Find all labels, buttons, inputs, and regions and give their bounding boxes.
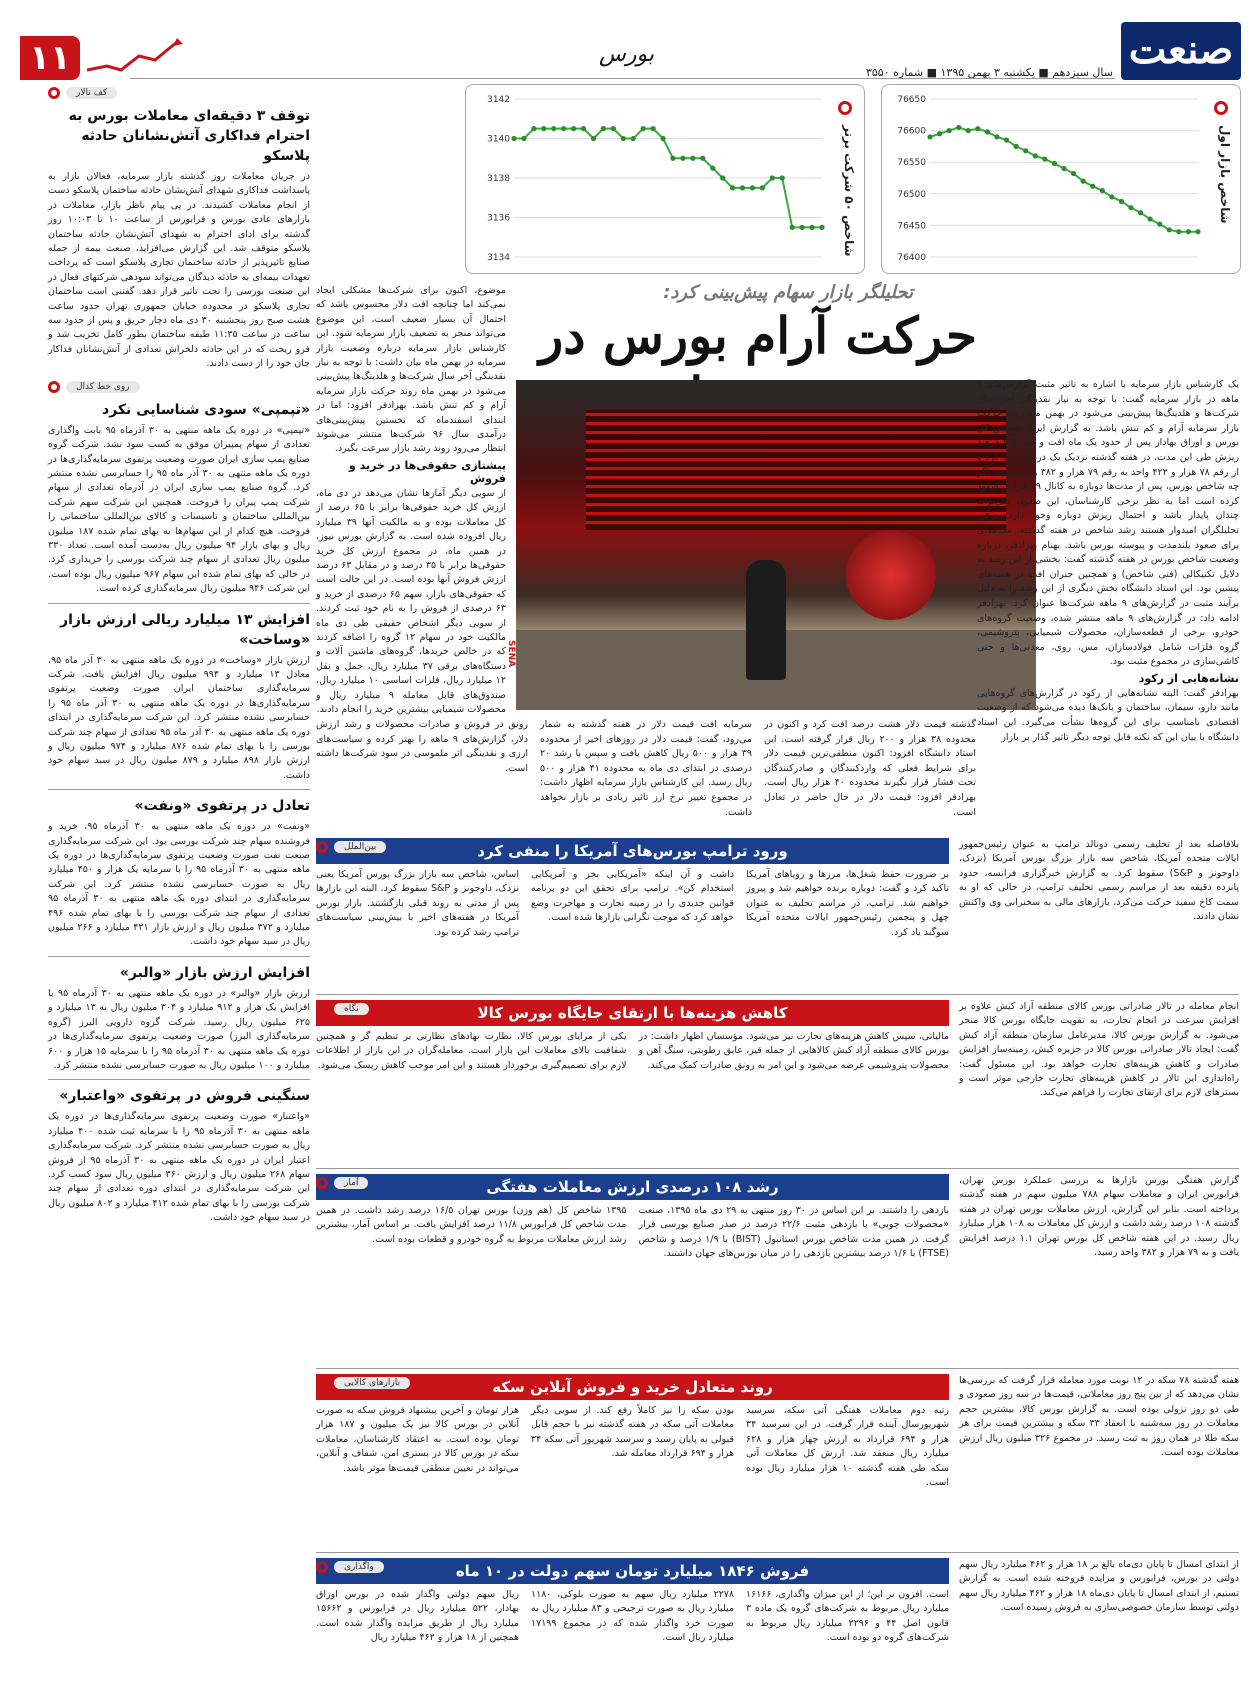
- bullet-icon: [48, 381, 60, 393]
- story-trump: [316, 838, 1239, 940]
- story-paragraph: ۲۲۷۸ میلیارد ریال سهم به صورت بلوکی، ۱۱۸۰ میلیارد ریال به صورت ترجیحی و ۸۳ میلیارد ریال به صورت خرد واگذار شده که در مجموع ۱۷۱۹۹ میلیارد ریال است.: [531, 1589, 734, 1644]
- story-paragraph: یکی از مزایای بورس کالا، نظارت نهادهای نظارتی بر تنظیم گر و همچنین شفافیت بالای معاملات این بازار است. معامله‌گران در این بازار از اطلاعات لازم برای تصمیم‌گیری برخوردار هستند و این امر موجب کاهش ریسک می‌شود.: [316, 1031, 627, 1071]
- data-point: [611, 126, 616, 131]
- article-body: گذشته قیمت دلار هشت درصد افت کرد و اکنون در محدوده ۳۸ هزار و ۲۰۰ ریال قرار گرفته است. این استاد دانشگاه افزود: اکنون منطقی‌ترین قیمت دلار برای شرایط فعلی که واردکنندگان و صادرکنندگان تحت فشار قرار نگیرند محدوده ۴۰ هزار ریال است. بهزادفر افزود: قیمت دلار در حال حاضر در تعادل است.: [764, 719, 976, 818]
- article-body: سرمایه افت قیمت دلار در هفته گذشته به شمار می‌رود، گفت: قیمت دلار در روزهای اخیر از محدوده ۳۹ هزار و ۵۰۰ ریال کاهش یافت و سپس با رشد ۲۰ درصدی در ابتدای دی ماه به محدوده ۴۱ هزار و ۵۰۰ ریال رسید. این کارشناس بازار سرمایه اظهار داشت: در مجموع تغییر نرخ ارز تاثیر زیادی بر بازار نخواهد داشت.: [540, 719, 752, 818]
- data-point: [1042, 156, 1047, 161]
- article-continuation: [316, 718, 976, 820]
- data-point: [760, 185, 765, 190]
- story-paragraph: هزار تومان و آخرین پیشنهاد فروش سکه به صورت آنلاین در بورس کالا نیز یک میلیون و ۱۸۷ هزار تومان بوده است. به اعتقاد کارشناسان، معاملات سکه در بورس کالا در بستری امن، شفاف و آنلاین، می‌تواند در تعیین منطقی قیمت‌ها موثر باشد.: [316, 1405, 519, 1474]
- story-paragraph: مالیاتی، سپس کاهش هزینه‌های تجارت نیز می‌شود. مؤسسان اظهار داشت: در بورس کالای منطقه آزاد کیش کالاهایی از جمله قیر، عایق رطوبتی، سنگ آهن و محصولات پتروشیمی عرضه می‌شود و این امر به رونق صادرات کمک می‌کند.: [638, 1031, 949, 1071]
- article-heading[interactable]: تعادل در پرتفوی «ونفت»: [134, 798, 310, 815]
- right-column: [977, 378, 1239, 745]
- data-point: [710, 166, 715, 171]
- data-point: [551, 126, 556, 131]
- story-paragraph: بودن سکه را نیز کاملاً رفع کند. از سویی دیگر معاملات آتی سکه در هفته گذشته نیز با حجم قابل قبولی به پایان رسید و سرسید شهریور آتی سکه ۳۴ هزار و ۶۹۴ قرارداد معامله شد.: [531, 1405, 734, 1460]
- story-paragraph: ریال سهم دولتی واگذار شده در بورس اوراق بهادار، ۵۲۲ میلیارد ریال در فرابورس و ۱۵۶۶۲ میلیارد ریال از طریق مزایده واگذار شده است. همچنین از ۱۸ هزار و ۴۶۲ میلیارد ریال: [316, 1589, 519, 1644]
- data-point: [561, 126, 566, 131]
- data-point: [780, 175, 785, 180]
- data-point: [531, 126, 536, 131]
- bullet-icon: [316, 1377, 328, 1389]
- subheading: نشانه‌هایی از رکود: [1138, 671, 1239, 685]
- story-body: [316, 868, 949, 940]
- data-point: [1167, 227, 1172, 232]
- data-point: [1081, 179, 1086, 184]
- story-paragraph: بازدهی را داشتند. بر این اساس در ۳۰ روز منتهی به ۲۹ دی ماه ۱۳۹۵، صنعت «محصولات چوبی» با بازدهی مثبت ۲۲/۶ درصد در صدر صنایع بورسی قرار گرفت. در همین مدت شاخص بورس استانبول (BIST) با ۱/۹ درصد و شاخص (FTSE) با ۱/۶ درصد بیشترین بازدهی را در میان بورس‌های جهان داشتند.: [638, 1205, 950, 1260]
- round-screen: [846, 530, 936, 620]
- person: [746, 560, 786, 680]
- chart-main-market: [881, 84, 1241, 274]
- data-point: [511, 136, 516, 141]
- bullet-icon: [1214, 101, 1228, 115]
- data-point: [581, 126, 586, 131]
- article-body: ارزش بازار «وساخت» در دوره یک ماهه منتهی به ۳۰ آذر ماه ۹۵، معادل ۱۳ میلیارد و ۹۹۴ میلیون ریال افزایش یافت. شرکت سرمایه‌گذاری ساختمان ایران صورت وضعیت پرتفوی سرمایه‌گذاری‌ها در دوره یک ماهه منتهی به ۳۰ آذر ماه ۹۵ را حسابرسی نشده منتشر کرد. این شرکت سرمایه‌گذاری در ابتدای دوره یک ماهه منتهی به ۳۰ آذر ماه ۹۵ تعدادی از سهام چند شرکت بورسی را با بهای تمام شده ۸۷۶ میلیارد و ۹۷۴ میلیون ریال و ارزش بازار ۸۹۸ میلیارد و ۸۷۹ میلیون ریال در سبد سهام خود داشت.: [48, 654, 311, 781]
- data-point: [730, 185, 735, 190]
- y-tick-label: 76550: [897, 158, 926, 169]
- story-lead: از ابتدای امسال تا پایان دی‌ماه بالغ بر ۱۸ هزار و ۴۶۲ میلیارد ریال سهم دولتی در بورس، فرابورس و مزایده فروخته شده است. به گزارش تسنیم، از ابتدای امسال تا پایان دی‌ماه ۱۸ هزار و ۴۶۲ میلیارد ریال سهم دولتی توسط سازمان خصوصی‌سازی به فروش رسیده است.: [959, 1559, 1239, 1614]
- story-paragraph: ۱۳۹۵ شاخص کل (هم وزن) بورس تهران ۱۶/۵ درصد رشد داشت. در همین مدت شاخص کل فرابورس ۱۱/۸ درصد افزایش یافت. بر اساس آمار، بیشترین رشد ارزش معاملات مربوط به گروه خودرو و قطعات بوده است.: [316, 1205, 627, 1245]
- story-paragraph: داشت و آن اینکه «آمریکایی بخر و آمریکایی استخدام کن». ترامپ برای تحقق این دو برنامه قوانین جدیدی را در زمینه تجارت و مهاجرت وضع خواهد کرد که موجب نگرانی بازارها شده است.: [531, 869, 734, 924]
- bullet-icon: [316, 1177, 328, 1189]
- y-tick-label: 76450: [897, 221, 926, 232]
- chart-title: شاخص بازار اول: [1218, 125, 1232, 224]
- data-point: [1090, 184, 1095, 189]
- data-point: [819, 225, 824, 230]
- story-privatization: [316, 1558, 1239, 1646]
- data-point: [700, 156, 705, 161]
- main-headline[interactable]: حرکت آرام بورس در: [539, 306, 977, 365]
- divider: [316, 1368, 1239, 1369]
- bullet-icon: [838, 101, 852, 115]
- chart-plot: [888, 91, 1206, 267]
- data-point: [690, 156, 695, 161]
- series-line: [930, 127, 1198, 231]
- story-body: [316, 1404, 949, 1490]
- y-tick-label: 76600: [897, 126, 926, 137]
- story-lead: انجام معامله در تالار صادراتی بورس کالای منطقه آزاد کیش علاوه بر افزایش سرعت در انجام تجارت، به تقویت جایگاه بورس کالا منجر می‌شود. به گزارش بورس کالا، مدیرعامل سازمان منطقه آزاد کیش گفت: ایجاد تالار صادراتی بورس کالا در جزیره کیش، زمینه‌ساز افزایش صادرات و کاهش هزینه‌های تجارت خواهد بود. این مسئول گفت: راه‌اندازی این تالار در کاهش هزینه‌های تجارت خارجی موثر است و بسترهای لازم برای ارتقای تجارت را فراهم می‌کند.: [959, 1001, 1239, 1099]
- story-paragraph: اساس، شاخص سه بازار بزرگ بورس آمریکا یعنی نزدک، داوجونز و S&P سقوط کرد. البته این بازارها پس از مدتی به روند قبلی بازگشتند. بازار بورس آمریکا در هفته‌های اخیر با بیش‌بینی سیاست‌های ترامپ رشد کرده بود.: [316, 869, 519, 938]
- column-tag: واگذاری: [316, 1558, 384, 1576]
- column-tag: روی خط کدال: [48, 378, 310, 396]
- data-point: [1004, 137, 1009, 142]
- article-body: در جریان معاملات روز گذشته بازار سرمایه، فعالان بازار به پاسداشت فداکاری شهدای آتش‌نشان حادثه ساختمان پلاسکو دست از انجام معاملات کشیدند. در پی پیام ناظر بازار، معاملات در بازارهای عادی بورس و فرابورس از ساعت ۱۰ تا ۱۰:۰۳ روز گذشته برای ادای احترام به شهدای آتش‌نشان حادثه ساختمان پلاسکو متوقف شد. این گزارش می‌افزاید، صنعت بیمه از جمله صنایع تاثیرپذیر از حادثه ساختمان تجاری پلاسکو است که پرداخت تعهدات بیمه‌ای به حادثه دیدگان می‌تواند سودهی شرکتهای فعال در این صنعت بورسی را تحت تاثیر قرار دهد. گفتنی است ساختمان تجاری پلاسکو در محدوده خیابان جمهوری تهران حدود ساعت هشت صبح روز پنجشنبه ۳۰ دی ماه دچار حریق و پس از حدود سه ساعت در ساعت ۱۱:۳۵ طبقه ساختمان بطور کامل تخریب شد و فرو ریخت که در این حادثه دلخراش تعدادی از آتش‌نشانان فداکار جان خود را از دست دادند.: [48, 171, 311, 370]
- data-point: [660, 136, 665, 141]
- data-point: [1033, 153, 1038, 158]
- divider: [48, 789, 310, 790]
- story-title[interactable]: کاهش هزینه‌ها با ارتقای جایگاه بورس کالا: [316, 1000, 949, 1026]
- article-body: «واعتبار» صورت وضعیت پرتفوی سرمایه‌گذاری‌ها در دوره یک ماهه منتهی به ۳۰ آذرماه ۹۵ را با سرمایه ثبت شده ۴۰۰ میلیارد ریال به صورت حسابرسی نشده منتشر کرد. شرکت سرمایه‌گذاری اعتبار ایران در دوره یک ماهه منتهی به ۳۰ آذرماه ۹۵ از فروش سهام ۲۶۸ میلیون ریال و ارزش ۳۶۰ میلیون ریال سود کسب کرد. این شرکت سرمایه‌گذاری در ابتدای دوره تعدادی از سهام چند شرکت بورسی را با بهای تمام شده ۴۱۲ میلیارد و ۸۰۲ میلیون ریال در سبد سهام خود داشت.: [48, 1111, 311, 1224]
- masthead: [0, 8, 1253, 80]
- divider: [316, 1552, 1239, 1553]
- data-point: [1052, 161, 1057, 166]
- y-tick-label: 3138: [487, 174, 510, 184]
- data-point: [720, 175, 725, 180]
- data-point: [601, 126, 606, 131]
- article-body: موضوع، اکنون برای شرکت‌ها مشکلی ایجاد نمی‌کند اما چنانچه افت دلار محسوس باشد که احتمال آن بسیار ضعیف است، این موضوع می‌تواند منجر به تضعیف بازار سرمایه شود. این کارشناس بازار سرمایه درباره وضعیت بازار سرمایه در بهمن ماه بیان داشت: با توجه به نیاز نقدینگی آخر سال شرکت‌ها و هلدینگ‌ها پیش‌بینی می‌شود در بهمن ماه روند حرکت بازار سرمایه آرام و کم تنش باشد. بهزادفر افزود: اما در ابتدای اسفندماه که نخستین پیش‌بینی‌های درآمدی سال ۹۶ شرکت‌ها منتشر می‌شوند انتظار می‌رود روند رشد بازار سرعت بگیرد.: [316, 285, 507, 455]
- data-point: [631, 136, 636, 141]
- story-paragraph: است. افزون بر این؛ از این میزان واگذاری، ۱۶۱۶۶ میلیارد ریال مربوط به شرکت‌های گروه یک ماده ۳ قانون اصل ۴۴ و ۲۲۹۶ میلیارد ریال مربوط به شرکت‌های گروه دو بوده است.: [746, 1589, 949, 1644]
- article-heading[interactable]: توقف ۳ دقیقه‌ای معاملات بورس به احترام فداکاری آتش‌نشانان حادثه پلاسکو: [68, 108, 310, 164]
- article-heading[interactable]: «تپمپی» سودی شناسایی نکرد: [102, 401, 310, 418]
- data-point: [1109, 194, 1114, 199]
- data-point: [621, 136, 626, 141]
- issue-line: سال سیزدهم ■ یکشنبه ۳ بهمن ۱۳۹۵ ■ شماره ۳۵۵۰: [865, 66, 1113, 79]
- story-body: [316, 1588, 949, 1646]
- article-heading[interactable]: افزایش ارزش بازار «والبر»: [119, 964, 310, 981]
- story-paragraph: رتبه دوم معاملات هفتگی آتی سکه، سرسید شهریورسال آینده قرار گرفت. در این سرسید ۳۴ هزار و ۶۹۴ قرارداد به ارزش چهار هزار و ۶۲۸ میلیارد ریال منعقد شد. ارزش کل معاملات آتی سکه طی هفته گذشته ۱۰ هزار میلیارد ریال بوده است.: [746, 1405, 949, 1489]
- story-coin: [316, 1374, 1239, 1490]
- data-point: [1138, 210, 1143, 215]
- chart-top50: [465, 84, 865, 274]
- story-body: [316, 1204, 949, 1262]
- column-tag: آمار: [316, 1174, 368, 1192]
- subheading: پیشتازی حقوقی‌ها در خرید و فروش: [348, 458, 506, 485]
- data-point: [956, 125, 961, 130]
- divider: [316, 1168, 1239, 1169]
- y-tick-label: 3134: [487, 253, 510, 263]
- article-heading[interactable]: افزایش ۱۳ میلیارد ریالی ارزش بازار «وساخت»: [60, 611, 310, 648]
- data-point: [1100, 188, 1105, 193]
- newspaper-logo[interactable]: صنعت: [1121, 22, 1241, 80]
- column-tag: بازارهای کالایی: [316, 1374, 410, 1392]
- story-lead: گزارش هفتگی بورس بازارها به بررسی عملکرد بورس تهران، فرابورس ایران و معاملات سهام ۷۸۸ میلیون سهم در هفته گذشته پرداخته است. بنابر این گزارش، ارزش معاملات بورس تهران در هفته گذشته ۱۰۸ درصد رشد داشت و ارزش کل معاملات به ۱۰۸ هزار میلیارد ریال رسید. در این هفته شاخص کل بورس تهران ۱.۱ درصد افزایش یافت و به ۷۹ هزار و ۳۸۲ واحد رسید.: [959, 1175, 1240, 1259]
- story-body: [316, 1030, 949, 1073]
- data-point: [1023, 148, 1028, 153]
- data-point: [571, 126, 576, 131]
- story-weekly-trading: [316, 1174, 1239, 1262]
- header-rule: [130, 78, 1115, 79]
- chart-plot: [472, 91, 830, 267]
- section-title: بورس: [599, 42, 654, 67]
- bullet-icon: [48, 87, 60, 99]
- story-paragraph: بر ضرورت حفظ شغل‌ها، مرزها و رویاهای آمریکا تاکید کرد و گفت: دوباره برنده خواهیم شد و پیروز خواهیم شد. ترامپ، در مراسم تحلیف به عنوان چهل و پنجمین رئیس‌جمهور ایالات متحده آمریکا سوگند یاد کرد.: [746, 869, 949, 938]
- story-commodity-exchange: [316, 1000, 1239, 1099]
- column-tag: کف تالار: [48, 84, 310, 102]
- data-point: [740, 185, 745, 190]
- y-tick-label: 3142: [487, 95, 510, 105]
- data-point: [937, 131, 942, 136]
- page-number: ۱۱: [20, 36, 80, 80]
- data-point: [994, 134, 999, 139]
- data-point: [521, 136, 526, 141]
- y-tick-label: 76500: [897, 189, 926, 200]
- data-point: [947, 128, 952, 133]
- article-heading[interactable]: سنگینی فروش در پرتفوی «واعتبار»: [59, 1088, 310, 1105]
- article-body: بهزادفر گفت: البته نشانه‌هایی از رکود در گزارش‌های گروه‌هایی مانند دارو، سیمان، ساختمان و بانک‌ها دیده می‌شود که از وضعیت اقتصادی نامناسب برای این گروه‌ها نشأت می‌گیرد. این استاد دانشگاه با بیان این که نکته قابل توجه دیگر تاثیر گذار بر بازار: [977, 687, 1239, 743]
- column-tag: بین‌الملل: [316, 838, 386, 856]
- data-point: [975, 126, 980, 131]
- data-point: [800, 225, 805, 230]
- data-point: [1157, 222, 1162, 227]
- data-point: [1014, 144, 1019, 149]
- bullet-icon: [316, 1561, 328, 1573]
- data-point: [1148, 216, 1153, 221]
- article-body: از سویی دیگر آمارها نشان می‌دهد در دی ماه، ارزش کل خرید حقوقی‌ها برابر با ۶۵ درصد از کل معاملات بوده و به مالکیت آنها ۳۹ میلیارد ریال افزوده شده است. به گزارش بورس نیوز، در همین ماه، در مجموع ارزش کل خرید حقوقی‌ها برابر با ۳۵ درصد و در مقابل ۶۳ درصد ارزش فروش آنها بوده است. در این حالت است که حقوقی‌های بازار، سهم ۶۵ درصدی از خرید و ۶۳ درصدی از فروش را به نام خود ثبت کردند. از سویی دیگر اشخاص حقیقی طی دی ماه مالکیت خود در سهام ۱۲ گروه را اضافه کردند که در خالص خریدها، گروه‌های ماشین آلات و دستگاه‌های برقی ۳۷ میلیارد ریال، حمل و نقل ۱۲ میلیارد ریال، فلزات اساسی ۱۰ میلیارد ریال، صندوق‌های قابل معامله ۹ میلیارد ریال و محصولات شیمیایی بیشترین خرید را انجام دادند.: [316, 487, 506, 715]
- left-column: [48, 84, 310, 1232]
- data-point: [1195, 229, 1200, 234]
- bullet-icon: [316, 1003, 328, 1015]
- data-point: [750, 185, 755, 190]
- data-point: [1071, 171, 1076, 176]
- data-point: [809, 225, 814, 230]
- trend-arrow-icon: [85, 36, 185, 76]
- article-body: ارزش بازار «والبر» در دوره یک ماهه منتهی به ۳۰ آذرماه ۹۵ با افزایش یک هزار و ۹۱۲ میلیارد و ۳۰۴ میلیون ریال به ۱۳ میلیارد و ۶۲۵ میلیون ریال رسید. شرکت گروه دارویی البرز (گروه سرمایه‌گذاری البرز) صورت وضعیت پرتفوی سرمایه‌گذاری‌ها در دوره یک ماهه منتهی به ۳۰ آذرماه ۹۵ را با سرمایه ۱۵ هزار و ۶۰۰ میلیارد و ۱۰۰ میلیون ریال به صورت حسابرسی نشده منتشر کرد.: [48, 987, 311, 1071]
- article-body: رونق در فروش و صادرات محصولات و رشد ارزش دلار، گزارش‌های ۹ ماهه را بهتر کرده و سیاست‌های ارزی و نقدینگی اثر ملموسی در سود شرکت‌ها داشته است.: [316, 719, 528, 774]
- data-point: [966, 128, 971, 133]
- data-point: [1061, 166, 1066, 171]
- data-point: [680, 156, 685, 161]
- divider: [48, 956, 310, 957]
- y-tick-label: 3140: [487, 134, 510, 145]
- y-tick-label: 76650: [897, 95, 926, 105]
- story-title[interactable]: ورود ترامپ بورس‌های آمریکا را منفی کرد: [316, 838, 949, 864]
- divider: [48, 603, 310, 604]
- article-body: یک کارشناس بازار سرمایه با اشاره به تاثیر مثبت گزارش‌های ۹ ماهه در بازار سرمایه گفت: با توجه به نیاز نقدینگی آخر سال شرکت‌ها و هلدینگ‌ها پیش‌بینی می‌شود در بهمن ماه روند حرکت بازار سرمایه آرام و کم تنش باشد. به گزارش ایرنا، شاخص کل بورس و اوراق بهادار پس از حدود یک ماه افت و ثبت ۳.۵ درصد ریزش طی این مدت، در هفته گذشته نزدیک یک درصد رشد کرد و از رقم ۷۸ هزار و ۴۲۲ واحد به رقم ۷۹ هزار و ۳۸۲ واحد رسید. اگر چه شاخص بورس، پس از مدت‌ها دوباره به کانال ۷۹ هزاری صعود کرده است اما به نظر برخی کارشناسان، این صعود، نمی‌تواند چندان پایدار باشد و احتمال ریزش دوباره وجود دارد. برخی تحلیلگران امیدوار هستند رشد شاخص در هفته گذشته، مقدمه‌ای برای صعود بلندمدت و پیوسته بورس باشد. بهنام بهزادفر، درباره وضعیت شاخص بورس در هفته گذشته گفت: بخشی از این رشد به دلایل تکنیکالی (فنی شاخص) و همچنین جبران افت در هفته‌های پیشین بود. این استاد دانشگاه بخش دیگری از این رشد را به دلیل برآیند مثبت در گزارش‌های ۹ ماهه شرکت‌ها عنوان کرد. بهزادفر ادامه داد: در گزارش‌های ۹ ماهه منتشر شده، وضعیت گروه‌های خودرو، برخی از قطعه‌سازان، محصولات شیمیایی، پتروشیمی، گروه فلزات شامل فولادسازان، مس، روی، معدنی‌ها و حتی کاشی‌سازی در مجموع مثبت بود.: [977, 379, 1240, 668]
- chart-title: شاخص ۵۰ شرکت برتر: [842, 125, 856, 257]
- story-title[interactable]: روند متعادل خرید و فروش آنلاین سکه: [316, 1374, 949, 1400]
- story-title[interactable]: رشد ۱۰۸ درصدی ارزش معاملات هفتگی: [316, 1174, 949, 1200]
- photo-credit: SENA: [506, 640, 516, 668]
- data-point: [591, 136, 596, 141]
- column-tag: نگاه: [316, 1000, 369, 1018]
- data-point: [790, 225, 795, 230]
- ticker-board: [586, 410, 1006, 530]
- divider: [316, 994, 1239, 995]
- divider: [48, 1079, 310, 1080]
- stock-exchange-photo: [516, 380, 1036, 710]
- data-point: [1128, 205, 1133, 210]
- article-body: «ونفت» در دوره یک ماهه منتهی به ۳۰ آذرماه ۹۵، خرید و فروشنده سهام چند شرکت بورسی بود. این شرکت سرمایه‌گذاری صنعت نفت صورت وضعیت پرتفوی سرمایه‌گذاری‌ها در دوره یک ماهه منتهی به ۳۰ آذرماه ۹۵ را با سرمایه یک هزار و ۴۵۰ میلیارد ریال به صورت حسابرسی نشده منتشر کرد. این شرکت سرمایه‌گذاری در ابتدای دوره یک ماهه منتهی به ۳۰ آذرماه ۹۵ تعدادی از سهام چند شرکت بورسی را با بهای تمام شده ۴۹۶ میلیارد و ۳۷۲ میلیون ریال و ارزش بازار ۴۲۱ میلیارد و ۲۶۶ میلیون ریال در سبد سهام خود داشت.: [48, 821, 310, 948]
- data-point: [650, 126, 655, 131]
- data-point: [1119, 199, 1124, 204]
- article-body: «تپمپی» در دوره یک ماهه منتهی به ۳۰ آذرماه ۹۵ بابت واگذاری تعدادی از سهام پمپیران موفق به کسب سود نشد. شرکت گروه صنایع پمپ سازی ایران صورت وضعیت پرتفوی سرمایه‌گذاری‌ها در دوره یک ماهه منتهی به ۳۰ آذر ماه ۹۵ را حسابرسی نشده منتشر کرد. گروه صنایع پمپ سازی ایران در آذرماه تعدادی از سهام شرکت پمپ پیران را فروخت. همچنین این شرکت سهم شرکت بین‌المللی ساختمان و تاسیسات و کالای بین‌المللی ساختمانی را فروخت. هیچ کدام از این سهام‌ها به بهای تمام شده ۱۸۷ میلیون ریال و بهای بازار ۹۴ میلیون ریال به‌دست آمده است. تعداد ۳۳۰ میلیون ریال تعدادی از سهام چند شرکت بورسی را خریداری کرد. در حالی که بهای تمام شده این سهام ۹۶۷ میلیون ریال بوده است. این شرکت ۹۴۶ میلیون ریال سرمایه‌گذاری کرده است.: [48, 424, 311, 595]
- story-lead: هفته گذشته ۷۸ سکه در ۱۲ نوبت مورد معامله قرار گرفت که بررسی‌ها نشان می‌دهد که از بین پنج روز معاملاتی، قیمت‌ها در سه روز صعودی و طی دو روز نزولی بوده است. به گزارش بورس کالا، بیشترین حجم معاملات در روز سه‌شنبه با انعقاد ۳۳ سکه و بیشترین قیمت برای هر سکه طلا در همان روز به ثبت رسید. در مجموع ۳۲۶ میلیون ریال ارزش معاملات بوده است.: [959, 1375, 1240, 1459]
- y-tick-label: 3136: [487, 213, 510, 224]
- data-point: [1176, 229, 1181, 234]
- y-tick-label: 76400: [897, 253, 926, 263]
- kicker: تحلیلگر بازار سهام پیش‌بینی کرد:: [663, 282, 913, 303]
- story-lead: بلافاصله بعد از تحلیف رسمی دونالد ترامپ به عنوان رئیس‌جمهور ایالات متحده آمریکا، شاخص سه بازار بزرگ بورس آمریکا (نزدک، داوجونز و S&P) سقوط کرد. به گزارش خبرگزاری فرانسه، حدود پانزده دقیقه بعد از مراسم رسمی تحلیف ترامپ، در حالی که او به سمت کاخ سفید حرکت می‌کرد، بازارهای مالی به سخنرانی وی واکنش نشان دادند.: [959, 839, 1239, 923]
- data-point: [927, 134, 932, 139]
- data-point: [541, 126, 546, 131]
- middle-column: [316, 284, 506, 717]
- bullet-icon: [316, 841, 328, 853]
- story-title[interactable]: فروش ۱۸۴۶ میلیارد تومان سهم دولت در ۱۰ ماه: [316, 1558, 949, 1584]
- data-point: [770, 175, 775, 180]
- data-point: [670, 156, 675, 161]
- data-point: [641, 126, 646, 131]
- data-point: [1186, 229, 1191, 234]
- data-point: [985, 129, 990, 134]
